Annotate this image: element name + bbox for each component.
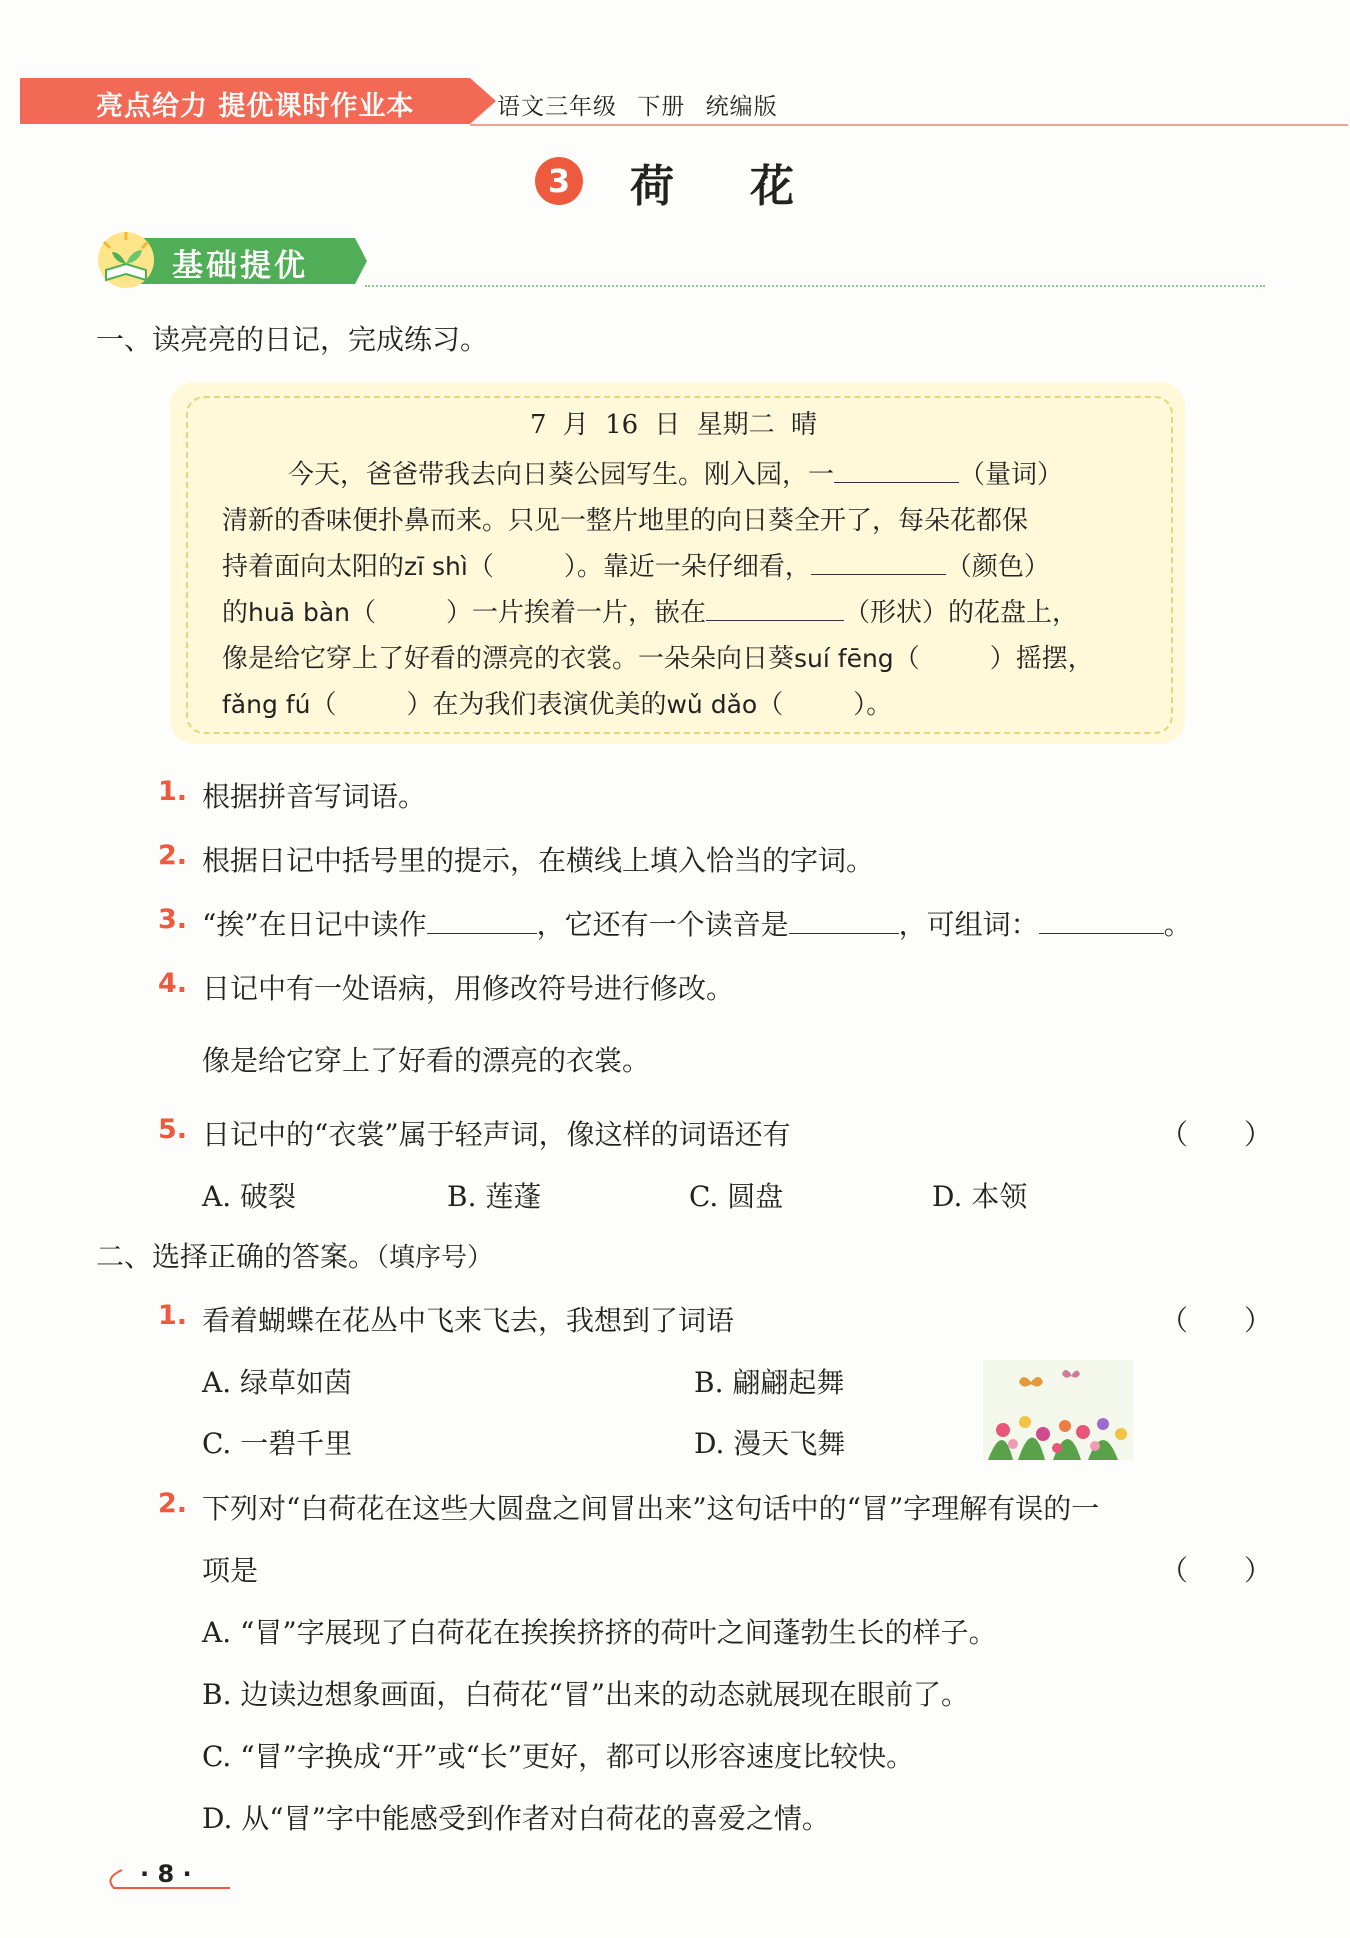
q5-option-a[interactable]: A. 破裂 — [202, 1180, 297, 1213]
p2-q2-option-a[interactable]: A. “冒”字展现了白荷花在挨挨挤挤的荷叶之间蓬勃生长的样子。 — [202, 1616, 997, 1649]
p2-q1-number: 1. — [158, 1300, 188, 1331]
diary-line-1: 今天，爸爸带我去向日葵公园写生。刚入园，一 （量词） — [288, 460, 1064, 490]
q3-number: 3. — [158, 904, 188, 935]
part2-heading: 二、选择正确的答案。（填序号） — [96, 1240, 494, 1273]
diary-line-6: fǎng fú（ ）在为我们表演优美的wǔ dǎo（ ）。 — [222, 690, 893, 720]
diary-date: 7 月 16 日 星期二 晴 — [530, 410, 817, 440]
book-title: 亮点给力 提优课时作业本 — [96, 91, 415, 122]
blank-other-reading[interactable] — [789, 911, 899, 934]
q4-number: 4. — [158, 968, 188, 999]
q2-number: 2. — [158, 840, 188, 871]
diary-line-4: 的huā bàn（ ）一片挨着一片，嵌在 （形状）的花盘上， — [222, 598, 1079, 628]
q2-text: 根据日记中括号里的提示，在横线上填入恰当的字词。 — [202, 844, 875, 877]
p2-q1-answer-box[interactable]: （ ） — [1160, 1304, 1273, 1337]
q5-number: 5. — [158, 1114, 188, 1145]
section-badge-label: 基础提优 — [172, 248, 308, 284]
lesson-title: 荷花 — [630, 161, 870, 212]
header-divider — [470, 124, 1348, 126]
q3-text: “挨”在日记中读作 ，它还有一个读音是 ，可组词： 。 — [202, 908, 1192, 941]
p2-q1-text: 看着蝴蝶在花丛中飞来飞去，我想到了词语 — [202, 1304, 735, 1337]
q5-answer-box[interactable]: （ ） — [1160, 1118, 1273, 1151]
diary-line-3: 持着面向太阳的zī shì（ ）。靠近一朵仔细看， （颜色） — [222, 552, 1050, 582]
part1-heading: 一、读亮亮的日记，完成练习。 — [96, 323, 489, 356]
page-number: · 8 · — [140, 1860, 192, 1888]
p2-q1-option-d[interactable]: D. 漫天飞舞 — [694, 1427, 846, 1460]
p2-q1-option-c[interactable]: C. 一碧千里 — [202, 1427, 353, 1460]
section-divider — [365, 285, 1265, 287]
p2-q2-text: 下列对“白荷花在这些大圆盘之间冒出来”这句话中的“冒”字理解有误的一 — [202, 1492, 1100, 1525]
q4-text: 日记中有一处语病，用修改符号进行修改。 — [202, 972, 735, 1005]
q1-number: 1. — [158, 776, 188, 807]
flowers-butterfly-illustration — [983, 1360, 1133, 1460]
p2-q2-text-cont: 项是 — [202, 1554, 259, 1587]
q5-option-b[interactable]: B. 莲蓬 — [447, 1180, 542, 1213]
blank-word[interactable] — [1039, 911, 1164, 934]
q5-option-c[interactable]: C. 圆盘 — [689, 1180, 784, 1213]
q1-text: 根据拼音写词语。 — [202, 780, 427, 813]
p2-q2-option-c[interactable]: C. “冒”字换成“开”或“长”更好，都可以形容速度比较快。 — [202, 1740, 915, 1773]
p2-q1-option-b[interactable]: B. 翩翩起舞 — [694, 1366, 845, 1399]
blank-shape[interactable] — [706, 598, 844, 621]
p2-q2-number: 2. — [158, 1488, 188, 1519]
blank-reading[interactable] — [427, 911, 537, 934]
q4-sentence: 像是给它穿上了好看的漂亮的衣裳。 — [202, 1044, 651, 1077]
p2-q1-option-a[interactable]: A. 绿草如茵 — [202, 1366, 353, 1399]
diary-line-2: 清新的香味便扑鼻而来。只见一整片地里的向日葵全开了，每朵花都保 — [222, 506, 1029, 536]
book-sprout-icon — [96, 230, 156, 290]
lesson-number: 3 — [535, 157, 583, 205]
q5-option-d[interactable]: D. 本领 — [932, 1180, 1028, 1213]
blank-measure-word[interactable] — [834, 460, 959, 483]
p2-q2-option-d[interactable]: D. 从“冒”字中能感受到作者对白荷花的喜爱之情。 — [202, 1802, 830, 1835]
p2-q2-option-b[interactable]: B. 边读边想象画面，白荷花“冒”出来的动态就展现在眼前了。 — [202, 1678, 970, 1711]
q5-text: 日记中的“衣裳”属于轻声词，像这样的词语还有 — [202, 1118, 791, 1151]
p2-q2-answer-box[interactable]: （ ） — [1160, 1554, 1273, 1587]
diary-line-5: 像是给它穿上了好看的漂亮的衣裳。一朵朵向日葵suí fēng（ ）摇摆， — [222, 644, 1094, 674]
book-subtitle: 语文三年级 下册 统编版 — [497, 94, 778, 120]
blank-color[interactable] — [811, 552, 946, 575]
